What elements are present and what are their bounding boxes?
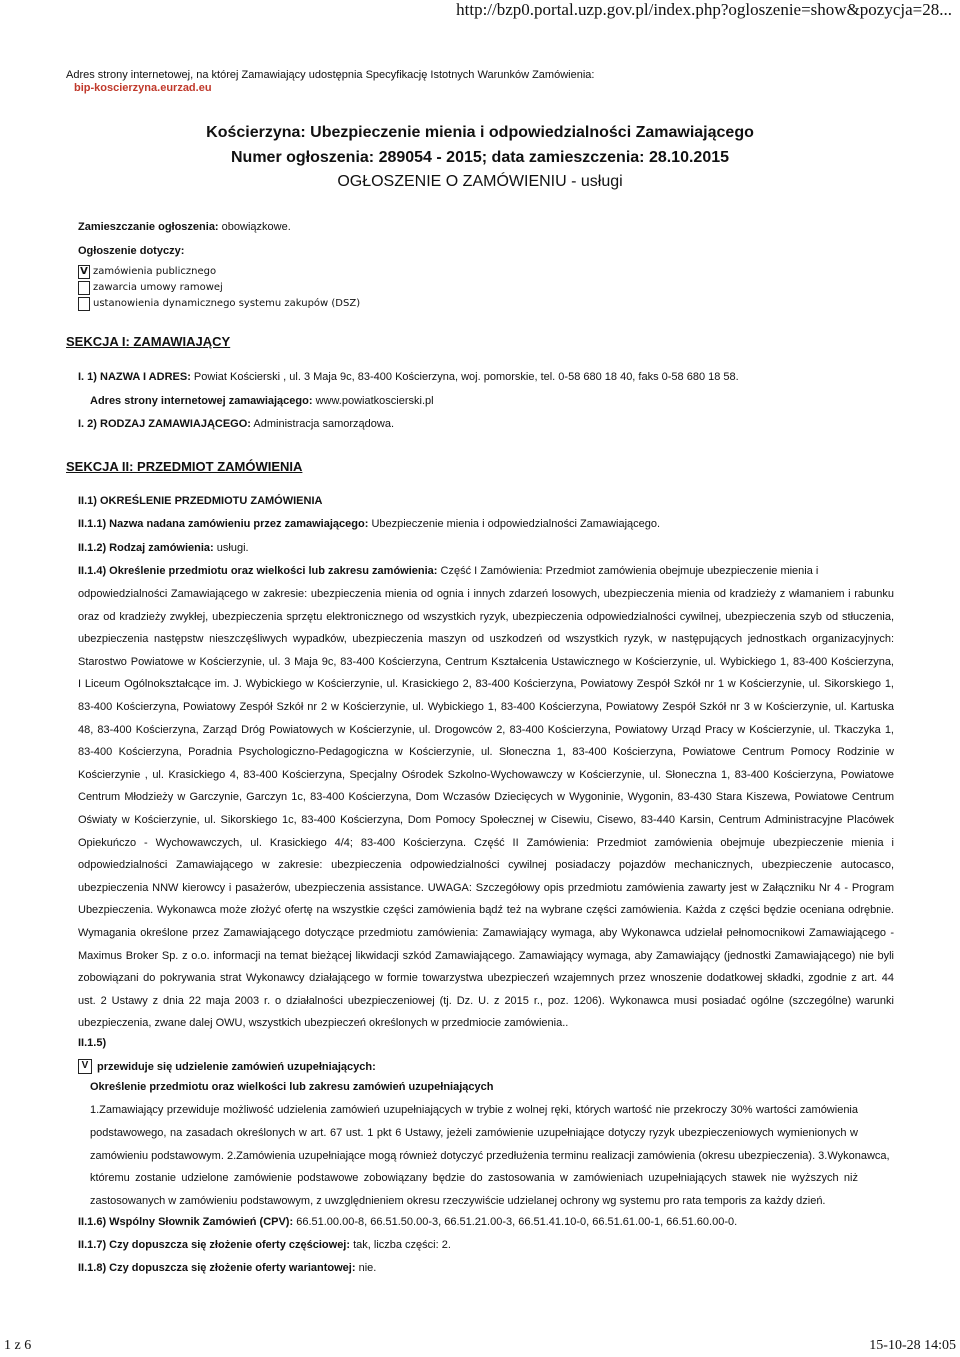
www-value[interactable]: www.powiatkoscierski.pl xyxy=(315,395,434,407)
ii16-row xyxy=(78,1215,737,1229)
checkbox xyxy=(78,281,90,295)
concerns-options xyxy=(78,264,360,311)
ii14-line: 83-400 Kościerzyna, Poradnia Psychologiczno-Pedagogiczna w Kościerzynie, ul. Słoneczna 1, 83-400 Kościerzyna, Powiatowe Centrum Pomocy Rodzinie w xyxy=(78,746,894,759)
option-public-procurement xyxy=(78,264,360,279)
ii12-value: usługi. xyxy=(216,542,249,554)
ii16-value: 66.51.00.00-8, 66.51.50.00-3, 66.51.21.00-3, 66.51.41.10-0, 66.51.61.00-1, 66.51.60.00-0. xyxy=(296,1216,738,1228)
ii12-row xyxy=(78,541,249,555)
siwz-link[interactable]: bip-koscierzyna.eurzad.eu xyxy=(74,82,212,94)
section-1-heading: SEKCJA I: ZAMAWIAJĄCY xyxy=(66,334,231,349)
ii14-line: 48, 83-400 Kościerzyna, Zarząd Dróg Powiatowych w Kościerzynie, ul. Drogowców 2, 83-400 Kościerzyna, Powiatowy Urząd Pracy w Kościerzynie, ul. Tkaczyka 1, xyxy=(78,723,894,736)
www-label: Adres strony internetowej zamawiającego: xyxy=(90,395,313,407)
ii15-subheading: Określenie przedmiotu oraz wielkości lub zakresu zamówień uzupełniających xyxy=(90,1081,494,1093)
ii14-line: odpowiedzialności Zamawiającego w zakresie: ubezpieczenia odpowiedzialności cywilnej posiadaczy pojazdów mechanicznych, ubezpieczenie autocasco, xyxy=(78,859,894,872)
section-2-heading: SEKCJA II: PRZEDMIOT ZAMÓWIENIA xyxy=(66,459,303,474)
ii15-number: II.1.5) xyxy=(78,1037,107,1049)
concerns-label: Ogłoszenie dotyczy: xyxy=(78,245,185,257)
ii15-line: zastosowanych w zamówieniu podstawowym, z uwzględnieniem okresu rzeczywiście udzielanej ochrony wg systemu pro rata temporis za każdy dzień. xyxy=(90,1195,826,1208)
ii14-label: II.1.4) Określenie przedmiotu oraz wielkości lub zakresu zamówienia: xyxy=(78,565,438,577)
option-framework-agreement xyxy=(78,280,360,295)
ii18-value: nie. xyxy=(358,1262,377,1274)
print-datetime: 15-10-28 14:05 xyxy=(869,1338,956,1353)
header-url: http://bzp0.portal.uzp.gov.pl/index.php?ogloszenie=show&pozycja=28... xyxy=(456,0,952,19)
page-number: 1 z 6 xyxy=(4,1338,32,1353)
ii16-label: II.1.6) Wspólny Słownik Zamówień (CPV): xyxy=(78,1216,294,1228)
option-label: zawarcia umowy ramowej xyxy=(93,282,223,293)
ii17-label: II.1.7) Czy dopuszcza się złożenie oferty częściowej: xyxy=(78,1239,351,1251)
ii14-line: 83-400 Kościerzyna, Powiatowy Zespół Szkół nr 2 w Kościerzynie, ul. Wybickiego 1, 83-400 Kościerzyna, Powiatowy Zespół Szkół nr 3 w Kościerzynie, ul. Kartuska xyxy=(78,701,894,713)
option-dsz xyxy=(78,296,360,311)
ii15-line: podstawowego, na zasadach określonych w art. 67 ust. 1 pkt 6 Ustawy, jeżeli zamówienie uzupełniające dotyczy ryzyk ubezpieczeniowych wymienionych w xyxy=(90,1126,858,1139)
ii14-line: ubezpieczenia NNW kierowcy i pasażerów, ubezpieczenia assistance. UWAGA: Szczegółowy opis przedmiotu zamówienia zawarty jest w Załączniku Nr 4 - Program xyxy=(78,881,894,894)
ii14-line: oraz od kradzieży zwykłej, ubezpieczenia sprzętu elektronicznego od wszystkich ryzyk, ubezpieczenia odpowiedzialności cywilnej, ubezpieczenia szyb od stłuczenia, xyxy=(78,610,894,623)
ii15-row xyxy=(78,1059,376,1074)
ii15-line: któremu zostanie udzielone zamówienie podstawowe zobowiązany będzie do zastosowania w zamówieniach uzupełniających stawek nie wyższych niż xyxy=(90,1172,858,1185)
ii14-line: Wymagania określone przez Zamawiającego dotyczące przedmiotu zamówienia: Zamawiający wymaga, aby Wykonawca udzielał pełnomocnikowi Zamawiającego - xyxy=(78,927,894,939)
contracting-www xyxy=(90,394,434,408)
placement-value: obowiązkowe. xyxy=(221,221,291,233)
ii11-row xyxy=(78,517,660,531)
ii11-value: Ubezpieczenie mienia i odpowiedzialności Zamawiającego. xyxy=(371,518,661,530)
ii11-label: II.1.1) Nazwa nadana zamówieniu przez zamawiającego: xyxy=(78,518,369,530)
ii17-row xyxy=(78,1238,451,1252)
ii14-line: ust. 2 Ustawy z dnia 22 maja 2003 r. o działalności ubezpieczeniowej (tj. Dz. U. z 2015 r., poz. 1206). Wykonawca musi posiadać ogólne (szczególne) warunki xyxy=(78,994,894,1007)
ii15-line: 1.Zamawiający przewiduje możliwość udzielenia zamówień uzupełniających w trybie z wolnej ręki, których wartość nie przekroczy 30% wartości zamówienia xyxy=(90,1104,858,1116)
ii14-line: Maximus Broker Sp. z o.o. informacji na temat bieżącej likwidacji szkód Zamawiającego. Zamawiający wymaga, aby Zamawiający (jednostki Zamawiającego) nie byli xyxy=(78,949,894,962)
ii14-line: zobowiązani do pokrywania strat Wykonawcy działającego w formie towarzystwa ubezpieczeń wzajemnych przez wnoszenie dodatkowej składki, zgodnie z art. 44 xyxy=(78,972,894,985)
checkbox: V xyxy=(78,265,90,279)
notice-title: Kościerzyna: Ubezpieczenie mienia i odpowiedzialności Zamawiającego xyxy=(206,124,754,141)
ii15-checkbox: V xyxy=(78,1059,92,1074)
ii18-row xyxy=(78,1261,376,1275)
name-value: Powiat Kościerski , ul. 3 Maja 9c, 83-400 Kościerzyna, woj. pomorskie, tel. 0-58 680 18 40, faks 0-58 680 18 58. xyxy=(193,371,739,383)
type-label: I. 2) RODZAJ ZAMAWIAJĄCEGO: xyxy=(78,418,251,430)
type-value: Administracja samorządowa. xyxy=(253,418,395,430)
ii18-label: II.1.8) Czy dopuszcza się złożenie oferty wariantowej: xyxy=(78,1262,356,1274)
ii1-heading: II.1) OKREŚLENIE PRZEDMIOTU ZAMÓWIENIA xyxy=(78,495,323,507)
ii17-value: tak, liczba części: 2. xyxy=(353,1239,451,1251)
placement-label: Zamieszczanie ogłoszenia: xyxy=(78,221,219,233)
ii14-line: ubezpieczenia, zwane dalej OWU, wszystkich ubezpieczeń określonych w przedmiocie zamówienia.. xyxy=(78,1017,569,1030)
ii14-line-0 xyxy=(78,564,818,578)
ii14-line: Kościerzynie , ul. Krasickiego 4, 83-400 Kościerzyna, Specjalny Ośrodek Szkolno-Wychowawczy w Kościerzynie, ul. Słoneczna 1, 83-400 Kościerzyna, Powiatowe xyxy=(78,768,894,781)
ii14-line: odpowiedzialności Zamawiającego w zakresie: ubezpieczenia mienia od ognia i innych zdarzeń losowych, ubezpieczenia mienia od kradzieży z włamaniem i rabunku xyxy=(78,588,894,600)
notice-type: OGŁOSZENIE O ZAMÓWIENIU - usługi xyxy=(337,173,623,190)
siwz-label: Adres strony internetowej, na której Zamawiający udostępnia Specyfikację Istotnych Warunków Zamówienia: xyxy=(66,69,595,81)
ii14-line: Centrum Młodzieży w Garczynie, Garczyn 1c, 83-400 Kościerzyna, Dom Wczasów Dziecięcych w Wygoninie, Wygonin, 83-430 Stara Kiszewa, Powiatowe Centrum xyxy=(78,791,894,804)
ii14-line: ubezpieczenia następstw nieszczęśliwych wypadków, ubezpieczenia maszyn od uszkodzeń od wszystkich ryzyk, w następujących jednostkach organizacyjnych: xyxy=(78,633,894,646)
ii12-label: II.1.2) Rodzaj zamówienia: xyxy=(78,542,214,554)
ii15-line: zamówieniu podstawowym. 2.Zamówienia uzupełniające mogą również dotyczyć przedłużenia terminu realizacji zamówienia (okresu ubezpieczenia). 3.Wykonawca, xyxy=(90,1149,890,1162)
contracting-type xyxy=(78,417,394,431)
ii14-line: Opiekuńczo - Wychowawczych, ul. Krasickiego 4/4; 83-400 Kościerzyna. Część II Zamówienia: Przedmiot zamówienia obejmuje ubezpieczenie mienia i xyxy=(78,836,894,849)
checkbox xyxy=(78,297,90,311)
ii14-line: Starostwo Powiatowe w Kościerzynie, ul. 3 Maja 9c, 83-400 Kościerzyna, Centrum Kształcenia Ustawicznego w Kościerzynie, ul. Wybickiego 1, 83-400 Kościerzyna, xyxy=(78,655,894,668)
name-label: I. 1) NAZWA I ADRES: xyxy=(78,371,191,383)
ii14-text: Część I Zamówienia: Przedmiot zamówienia obejmuje ubezpieczenie mienia i xyxy=(440,565,819,577)
notice-number: Numer ogłoszenia: 289054 - 2015; data zamieszczenia: 28.10.2015 xyxy=(230,149,730,166)
ii14-line: Ubezpieczenia. Wykonawca może złożyć ofertę na wszystkie części zamówienia bądź też na wybrane części zamówienia. Każda z części będzie oceniana odrębnie. xyxy=(78,904,894,917)
ii14-line: I Liceum Ogólnokształcące im. J. Wybickiego w Kościerzynie, ul. Krasickiego 2, 83-400 Kościerzyna, Powiatowy Zespół Szkół nr 1 w Kościerzynie, ul. Sikorskiego 1, xyxy=(78,678,894,691)
ii15-label: przewiduje się udzielenie zamówień uzupełniających: xyxy=(97,1060,376,1073)
placement-row xyxy=(78,220,291,234)
ii14-line: Oświaty w Kościerzynie, ul. Sikorskiego 1c, 83-400 Kościerzyna, Dom Pomocy Społecznej w Cisewiu, Cisewo, 83-440 Karsin, Centrum Administracyjne Placówek xyxy=(78,814,894,826)
option-label: ustanowienia dynamicznego systemu zakupów (DSZ) xyxy=(93,298,361,309)
option-label: zamówienia publicznego xyxy=(93,266,217,277)
contracting-name xyxy=(78,370,739,384)
